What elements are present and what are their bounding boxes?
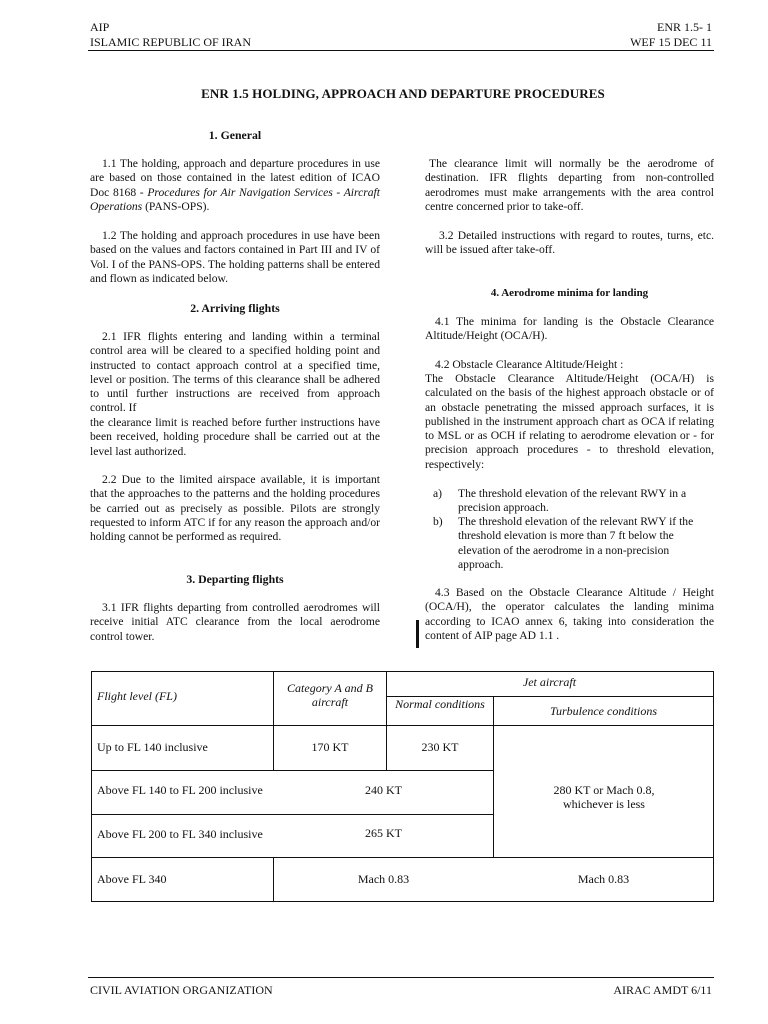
table-line-row2-bottom xyxy=(91,814,493,815)
section-3-heading: 3. Departing flights xyxy=(186,572,284,586)
paragraph-3-1: 3.1 IFR flights departing from controlled aerodromes will receive initial ATC clearance from the local aerodrome control tower. xyxy=(90,601,380,643)
row2-flight-level: Above FL 140 to FL 200 inclusive xyxy=(97,783,263,797)
page-title: ENR 1.5 HOLDING, APPROACH AND DEPARTURE PROCEDURES xyxy=(201,86,605,101)
paragraph-2-1: 2.1 IFR flights entering and landing within a terminal control area will be cleared to a specified holding point and instructed to contact approach control at a specified time, level or position. The terms of this clearance shall be adhered to until further instructions are received from approach control. If xyxy=(90,330,380,415)
list-text-a: The threshold elevation of the relevant RWY in a precision approach. xyxy=(458,487,687,515)
footer-rule xyxy=(88,977,714,978)
table-line-col-normal xyxy=(493,696,494,858)
header-effective-date: WEF 15 DEC 11 xyxy=(630,35,712,49)
turbulence-merged-value: 280 KT or Mach 0.8, whichever is less xyxy=(553,783,655,811)
table-border-right xyxy=(713,671,714,902)
header-flight-level: Flight level (FL) xyxy=(97,689,177,703)
paragraph-4-1: 4.1 The minima for landing is the Obstacle Clearance Altitude/Height (OCA/H). xyxy=(425,315,714,343)
table-line-row1-bottom xyxy=(91,770,493,771)
row1-category-ab: 170 KT xyxy=(311,740,349,754)
paragraph-4-3: 4.3 Based on the Obstacle Clearance Altitude / Height (OCA/H), the operator calculates the landing minima according to ICAO annex 6, taking into consideration the content of AIP page AD 1.1 . xyxy=(425,586,714,642)
row1-flight-level: Up to FL 140 inclusive xyxy=(97,740,208,754)
section-2-heading: 2. Arriving flights xyxy=(190,301,280,315)
paragraph-1-1-text: 1.1 The holding, approach and departure procedures in use are based on those contained in the latest edition of ICAO Doc 8168 - xyxy=(90,157,380,199)
table-line-header-bottom xyxy=(91,725,714,726)
row4-speed: Mach 0.83 xyxy=(357,872,410,886)
table-border-left xyxy=(91,671,92,902)
header-doc-type: AIP xyxy=(90,20,110,34)
header-jet-aircraft: Jet aircraft xyxy=(522,675,577,689)
footer-amendment: AIRAC AMDT 6/11 xyxy=(613,983,712,997)
paragraph-3-1-continued: The clearance limit will normally be the aerodrome of destination. IFR flights departing from non-controlled aerodromes must make arrangements with the area control centre concerned prior to take-off. xyxy=(425,157,714,213)
pans-ops-title: Procedures for Air Navigation Services - Aircraft Operations xyxy=(90,185,380,213)
row3-flight-level: Above FL 200 to FL 340 inclusive xyxy=(97,827,263,841)
table-line-row3-bottom xyxy=(91,857,714,858)
row4-turbulence: Mach 0.83 xyxy=(577,872,630,886)
paragraph-1-1-end: (PANS-OPS). xyxy=(142,199,210,213)
paragraph-4-2: The Obstacle Clearance Altitude/Height (OCA/H) is calculated on the basis of the highest approach obstacle or of an obstacle penetrating the missed approach surfaces, it is published in the instrument approach chart as OCA if relating to MSL or as OCH if relating to aerodrome elevation or - for precision approach procedures - to threshold elevation, respectively: xyxy=(425,372,714,471)
header-category-ab: Category A and B aircraft xyxy=(287,681,373,709)
paragraph-3-2: 3.2 Detailed instructions with regard to routes, turns, etc. will be issued after take-off. xyxy=(425,229,714,257)
table-line-col-fl xyxy=(273,671,274,771)
list-text-b: The threshold elevation of the relevant RWY if the threshold elevation is more than 7 ft below the elevation of the aerodrome in a non-precision approach. xyxy=(458,515,694,571)
row1-normal: 230 KT xyxy=(421,740,459,754)
table-border-bottom xyxy=(91,901,714,902)
row4-flight-level: Above FL 340 xyxy=(97,872,167,886)
paragraph-1-2: 1.2 The holding and approach procedures in use have been based on the values and factors contained in Part III and IV of Vol. I of the PANS-OPS. The holding patterns shall be entered and flown as indicated below. xyxy=(90,229,380,285)
section-1-heading: 1. General xyxy=(208,128,262,142)
row2-speed: 240 KT xyxy=(365,783,402,797)
header-turbulence-conditions: Turbulence conditions xyxy=(550,704,657,718)
table-border-top xyxy=(91,671,714,672)
row3-speed: 265 KT xyxy=(365,826,402,840)
list-marker-a: a) xyxy=(433,487,443,500)
header-country: ISLAMIC REPUBLIC OF IRAN xyxy=(90,35,252,49)
section-4-heading: 4. Aerodrome minima for landing xyxy=(490,287,649,299)
paragraph-2-1-continued: the clearance limit is reached before further instructions have been received, holding procedure shall be carried out at the level last authorized. xyxy=(90,416,380,458)
list-marker-b: b) xyxy=(433,515,443,528)
paragraph-4-2-heading: 4.2 Obstacle Clearance Altitude/Height : xyxy=(435,358,624,371)
paragraph-2-2: 2.2 Due to the limited airspace available, it is important that the approaches to the patterns and the holding procedures be carried out as precisely as possible. Pilots are strongly requested to inform ATC if for any reason the approach and/or holding cannot be performed as required. xyxy=(90,473,380,544)
header-normal-conditions: Normal conditions xyxy=(395,697,485,711)
header-page-ref: ENR 1.5- 1 xyxy=(657,20,712,34)
footer-organization: CIVIL AVIATION ORGANIZATION xyxy=(90,983,273,997)
